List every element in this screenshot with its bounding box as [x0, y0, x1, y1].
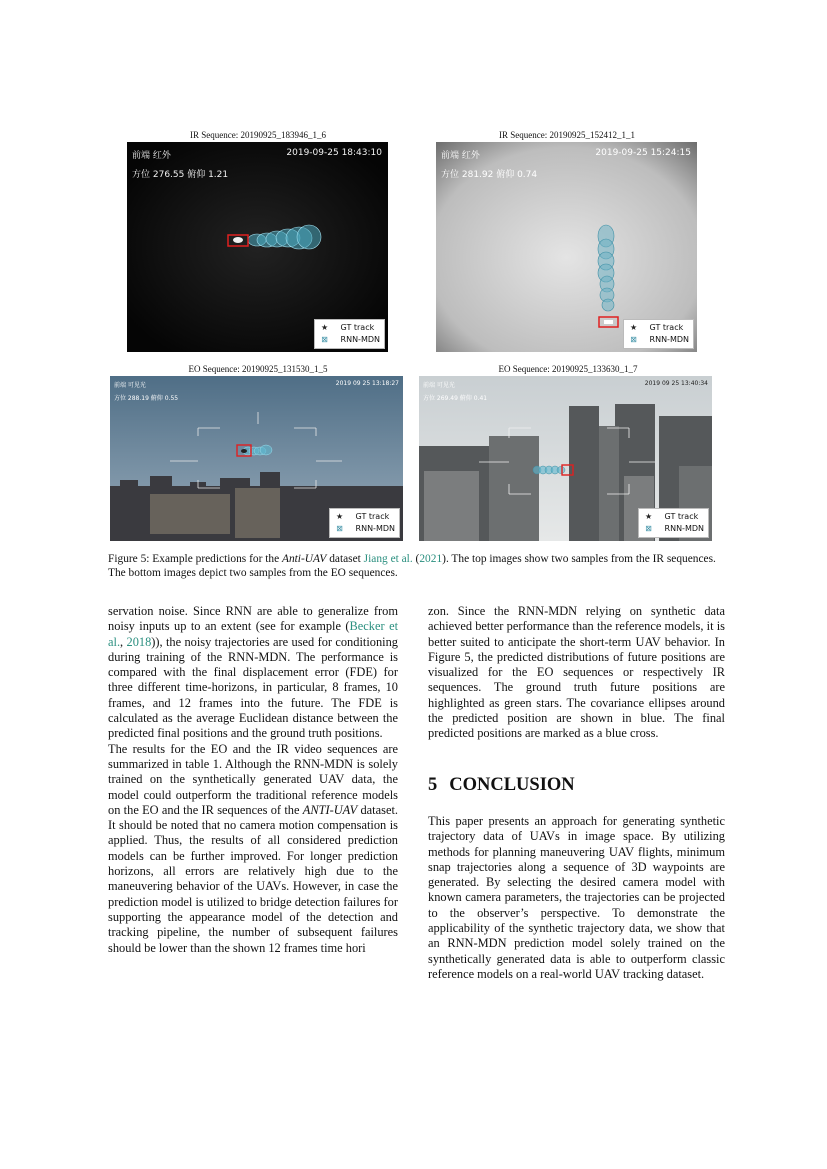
panel-4-overlay-mode: 前端 可见光 [423, 382, 455, 389]
section-heading [428, 775, 575, 796]
paragraph [108, 742, 398, 956]
panel-1-title: IR Sequence: 20190925_183946_1_6 [190, 130, 326, 140]
panel-1-overlay-angle: 方位 276.55 俯仰 1.21 [132, 170, 229, 180]
dataset-name: ANTI-UAV [302, 802, 358, 817]
section-number: 5 [428, 775, 438, 795]
panel-4-image [419, 376, 712, 541]
text: )), the noisy trajectories are used for conditioning during training of the RNN-MDN. The performance is compared with the final displacement error (FDE) for three different time-horizons, in particular, 8 frames, 10 frames, and 12 frames into the future. The FDE is calculated as the average Euclidean distance between the predicted final positions and the ground truth positions. [108, 634, 398, 741]
legend-gt-label: GT track [664, 512, 699, 521]
gt-star-icon: ★ [629, 323, 638, 332]
gt-star-icon: ★ [320, 323, 329, 332]
text: servation noise. Since RNN are able to generalize from noisy inputs up to an extent (see for example ( [108, 604, 398, 634]
paragraph: zon. Since the RNN-MDN relying on synthetic data achieved better performance than the reference models, it is better suited to anticipate the short-term UAV behavior. In Figure 5, the predicted distributions of future positions are visualized for the EO sequences or respectively IR sequences. The ground truth future positions are highlighted as green stars. The covariance ellipses around the predicted position are shown in blue. The final predicted positions are marked as a blue cross. [428, 604, 725, 741]
paragraph: This paper presents an approach for generating synthetic trajectory data of UAVs in image space. By utilizing methods for planning maneuvering UAV flights, minimum snap trajectories along a sequence of 3D waypoints are generated. By selecting the desired camera model with known camera parameters, the trajectories can be projected to the observer’s perspective. To demonstrate the applicability of the synthetic trajectory data, we show that an RNN-MDN prediction model solely trained on the synthetically generated data is able to outperform classic reference models on a real-world UAV tracking dataset. [428, 814, 725, 981]
citation-year-link[interactable]: 2021 [419, 553, 443, 565]
panel-2-overlay-mode: 前端 红外 [441, 151, 480, 161]
prediction-marker-icon: ⊠ [630, 335, 637, 344]
citation-link[interactable]: Jiang et al. [363, 553, 413, 565]
panel-1-overlay-time: 2019-09-25 18:43:10 [286, 148, 382, 158]
paragraph: servation noise. Since RNN are able to generalize from noisy inputs up to an extent (see for example (Becker et al., 2018)), the noisy trajectories are used for conditioning during training of the RNN-MDN. The performance is compared with the final displacement error (FDE) for three different time-horizons, in particular, 8 frames, 10 frames, and 12 frames into the future. The FDE is calculated as the average Euclidean distance between the predicted final positions and the ground truth positions. [108, 604, 399, 741]
panel-2-image [436, 142, 697, 352]
prediction-marker-icon: ⊠ [321, 335, 328, 344]
caption-mid: dataset [326, 553, 364, 565]
legend-gt-label: GT track [649, 323, 684, 332]
panel-1-legend [314, 319, 385, 349]
caption-rest: . The top images show two samples from the IR sequences. The bottom images depict two samples from the EO sequences. [108, 553, 716, 579]
conclusion-text [428, 814, 725, 982]
panel-3-title: EO Sequence: 20190925_131530_1_5 [188, 364, 328, 374]
left-column [108, 604, 398, 956]
gt-star-icon: ★ [644, 512, 653, 521]
gt-star-icon: ★ [335, 512, 344, 521]
text: The results for the EO and the IR video sequences are summarized in table 1. Although the RNN-MDN is solely trained on the synthetically generated UAV data, the model could outperform the traditional reference models on the EO and the IR sequences of the [108, 741, 398, 817]
panel-2-overlay-time: 2019-09-25 15:24:15 [595, 148, 691, 158]
panel-2-overlay-angle: 方位 281.92 俯仰 0.74 [441, 170, 538, 180]
panel-2-legend [623, 319, 694, 349]
section-title: CONCLUSION [449, 775, 575, 795]
panel-3-image [110, 376, 403, 541]
citation-year-link[interactable]: 2018 [126, 634, 152, 649]
panel-1-image [127, 142, 388, 352]
right-column [428, 604, 725, 742]
legend-pred-label: RNN-MDN [649, 335, 689, 344]
panel-4-legend [638, 508, 709, 538]
panel-4-title: EO Sequence: 20190925_133630_1_7 [498, 364, 638, 374]
caption-dataset: Anti-UAV [281, 553, 327, 565]
panel-1-overlay-mode: 前端 红外 [132, 151, 171, 161]
panel-3-legend [329, 508, 400, 538]
panel-2-title: IR Sequence: 20190925_152412_1_1 [499, 130, 635, 140]
panel-4-overlay-time: 2019 09 25 13:40:34 [644, 380, 708, 387]
text: dataset. It should be noted that no camera motion compensation is applied. Thus, the results of all considered prediction models can be further improved. For longer prediction horizons, all errors are relatively high due to the maneuvering behavior of the UAVs. However, in case the prediction model is utilized to bridge detection failures for supporting the appearance model of the detection and tracking pipeline, the number of subsequent failures should be lower than the shown 12 frames time hori [108, 802, 398, 955]
panel-3-overlay-angle: 方位 288.19 俯仰 0.55 [114, 395, 179, 402]
legend-gt-label: GT track [355, 512, 390, 521]
figure-caption: Figure 5: Example predictions for the Anti-UAV dataset Jiang et al. (2021). The top images show two samples from the IR sequences. The bottom images depict two samples from the EO sequences. [108, 553, 716, 579]
legend-pred-label: RNN-MDN [340, 335, 380, 344]
citation-link[interactable]: Becker et al. [108, 619, 399, 649]
caption-prefix: Figure 5: Example predictions for the [108, 553, 282, 565]
legend-pred-label: RNN-MDN [664, 524, 704, 533]
panel-4-overlay-angle: 方位 269.49 俯仰 0.41 [423, 395, 488, 402]
legend-pred-label: RNN-MDN [355, 524, 395, 533]
prediction-marker-icon: ⊠ [336, 524, 343, 533]
panel-3-overlay-time: 2019 09 25 13:18:27 [335, 380, 399, 387]
panel-3-overlay-mode: 前端 可见光 [114, 382, 146, 389]
legend-gt-label: GT track [340, 323, 375, 332]
prediction-marker-icon: ⊠ [645, 524, 652, 533]
